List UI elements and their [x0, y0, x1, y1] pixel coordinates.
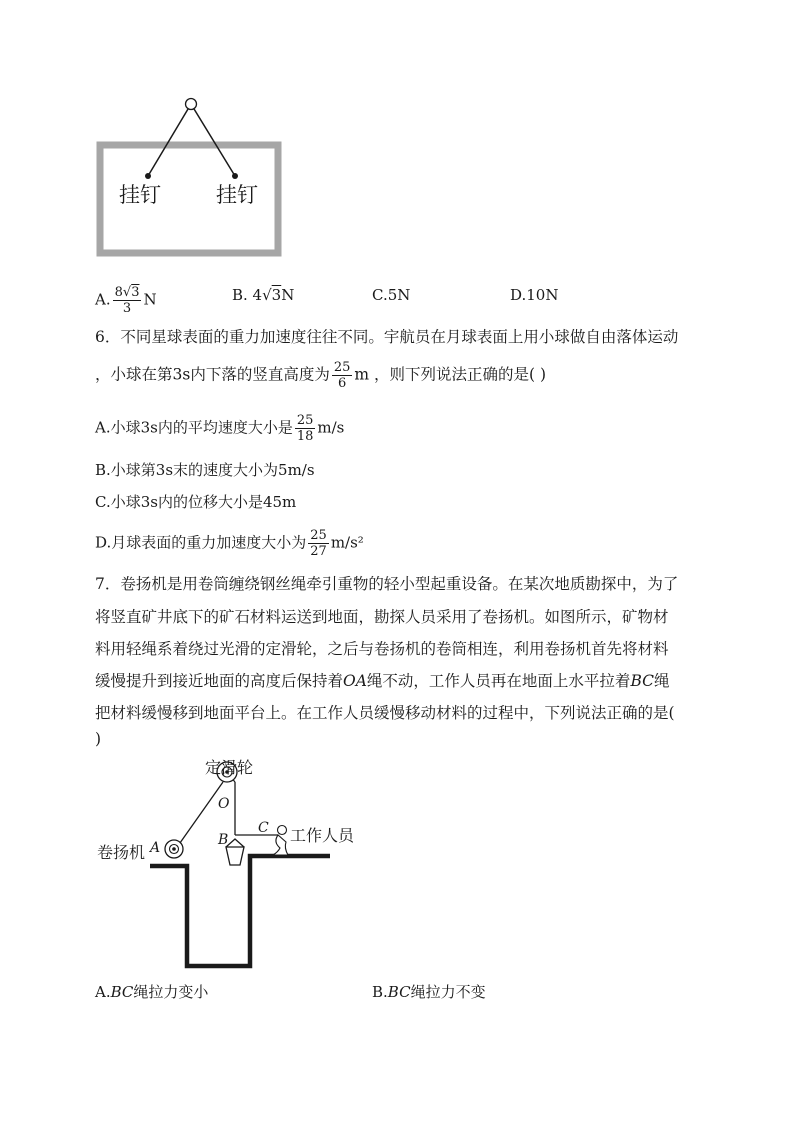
q5-option-b: B. 4√3N	[232, 286, 295, 304]
q5-option-d: D.10N	[510, 286, 559, 304]
q5-option-a: A. $\frac{8√3}{3}$ N	[95, 285, 157, 316]
ground-and-shaft	[150, 856, 330, 966]
rope-right	[191, 104, 235, 176]
q6-option-c: C.小球3s内的位移大小是45m	[95, 493, 297, 511]
worker-head	[278, 826, 287, 835]
label-point-c: C	[258, 820, 269, 836]
label-hook-right: 挂钉	[216, 183, 258, 207]
q7-stem-line2: 将竖直矿井底下的矿石材料运送到地面，勘探人员采用了卷扬机。如图所示，矿物材	[95, 608, 669, 626]
q7-stem-line1: 7．卷扬机是用卷筒缠绕钢丝绳牵引重物的轻小型起重设备。在某次地质勘探中，为了	[95, 575, 679, 593]
q6-stem-line2: ，小球在第3s内下落的竖直高度为 $\frac{25}{6}$ m ，则下列说法正确的是( )	[95, 360, 547, 391]
label-point-a: A	[150, 840, 161, 856]
frame-diagram	[90, 90, 300, 265]
label-fixed-pulley: 定滑轮	[205, 758, 254, 777]
rope-left	[148, 104, 191, 176]
q7-stem-line3: 料用轻绳系着绕过光滑的定滑轮，之后与卷扬机的卷筒相连，利用卷扬机首先将材料	[95, 640, 669, 658]
q6-stem-line1: 6．不同星球表面的重力加速度往往不同。宇航员在月球表面上用小球做自由落体运动	[95, 328, 679, 346]
q5-option-c: C.5N	[372, 286, 411, 304]
q7-stem-line5: 把材料缓慢移到地面平台上。在工作人员缓慢移动材料的过程中，下列说法正确的是(	[95, 704, 675, 722]
label-worker: 工作人员	[290, 826, 355, 845]
q6-option-a: A.小球3s内的平均速度大小是 $\frac{25}{18}$ m/s	[95, 413, 345, 444]
left-hook	[145, 173, 151, 179]
q6-option-d: D.月球表面的重力加速度大小为 $\frac{25}{27}$ m/s²	[95, 528, 364, 559]
material-bucket	[226, 847, 244, 865]
winch-diagram	[90, 752, 380, 972]
rope-oa	[175, 782, 223, 850]
q7-option-b: B.BC绳拉力不变	[372, 983, 486, 1001]
q6-option-b: B.小球第3s末的速度大小为5m/s	[95, 461, 315, 479]
label-point-o: O	[218, 796, 230, 812]
right-hook	[232, 173, 238, 179]
winch-axle	[172, 847, 176, 851]
label-hook-left: 挂钉	[119, 183, 161, 207]
q7-stem-line4: 缓慢提升到接近地面的高度后保持着OA绳不动，工作人员再在地面上水平拉着BC绳	[95, 672, 670, 690]
q7-stem-line6: )	[95, 730, 102, 748]
label-point-b: B	[218, 832, 229, 848]
label-winch: 卷扬机	[97, 843, 146, 862]
q7-option-a: A.BC绳拉力变小	[95, 983, 209, 1001]
worker-body	[273, 835, 288, 855]
bucket-handle	[226, 839, 244, 847]
top-nail	[186, 99, 197, 110]
